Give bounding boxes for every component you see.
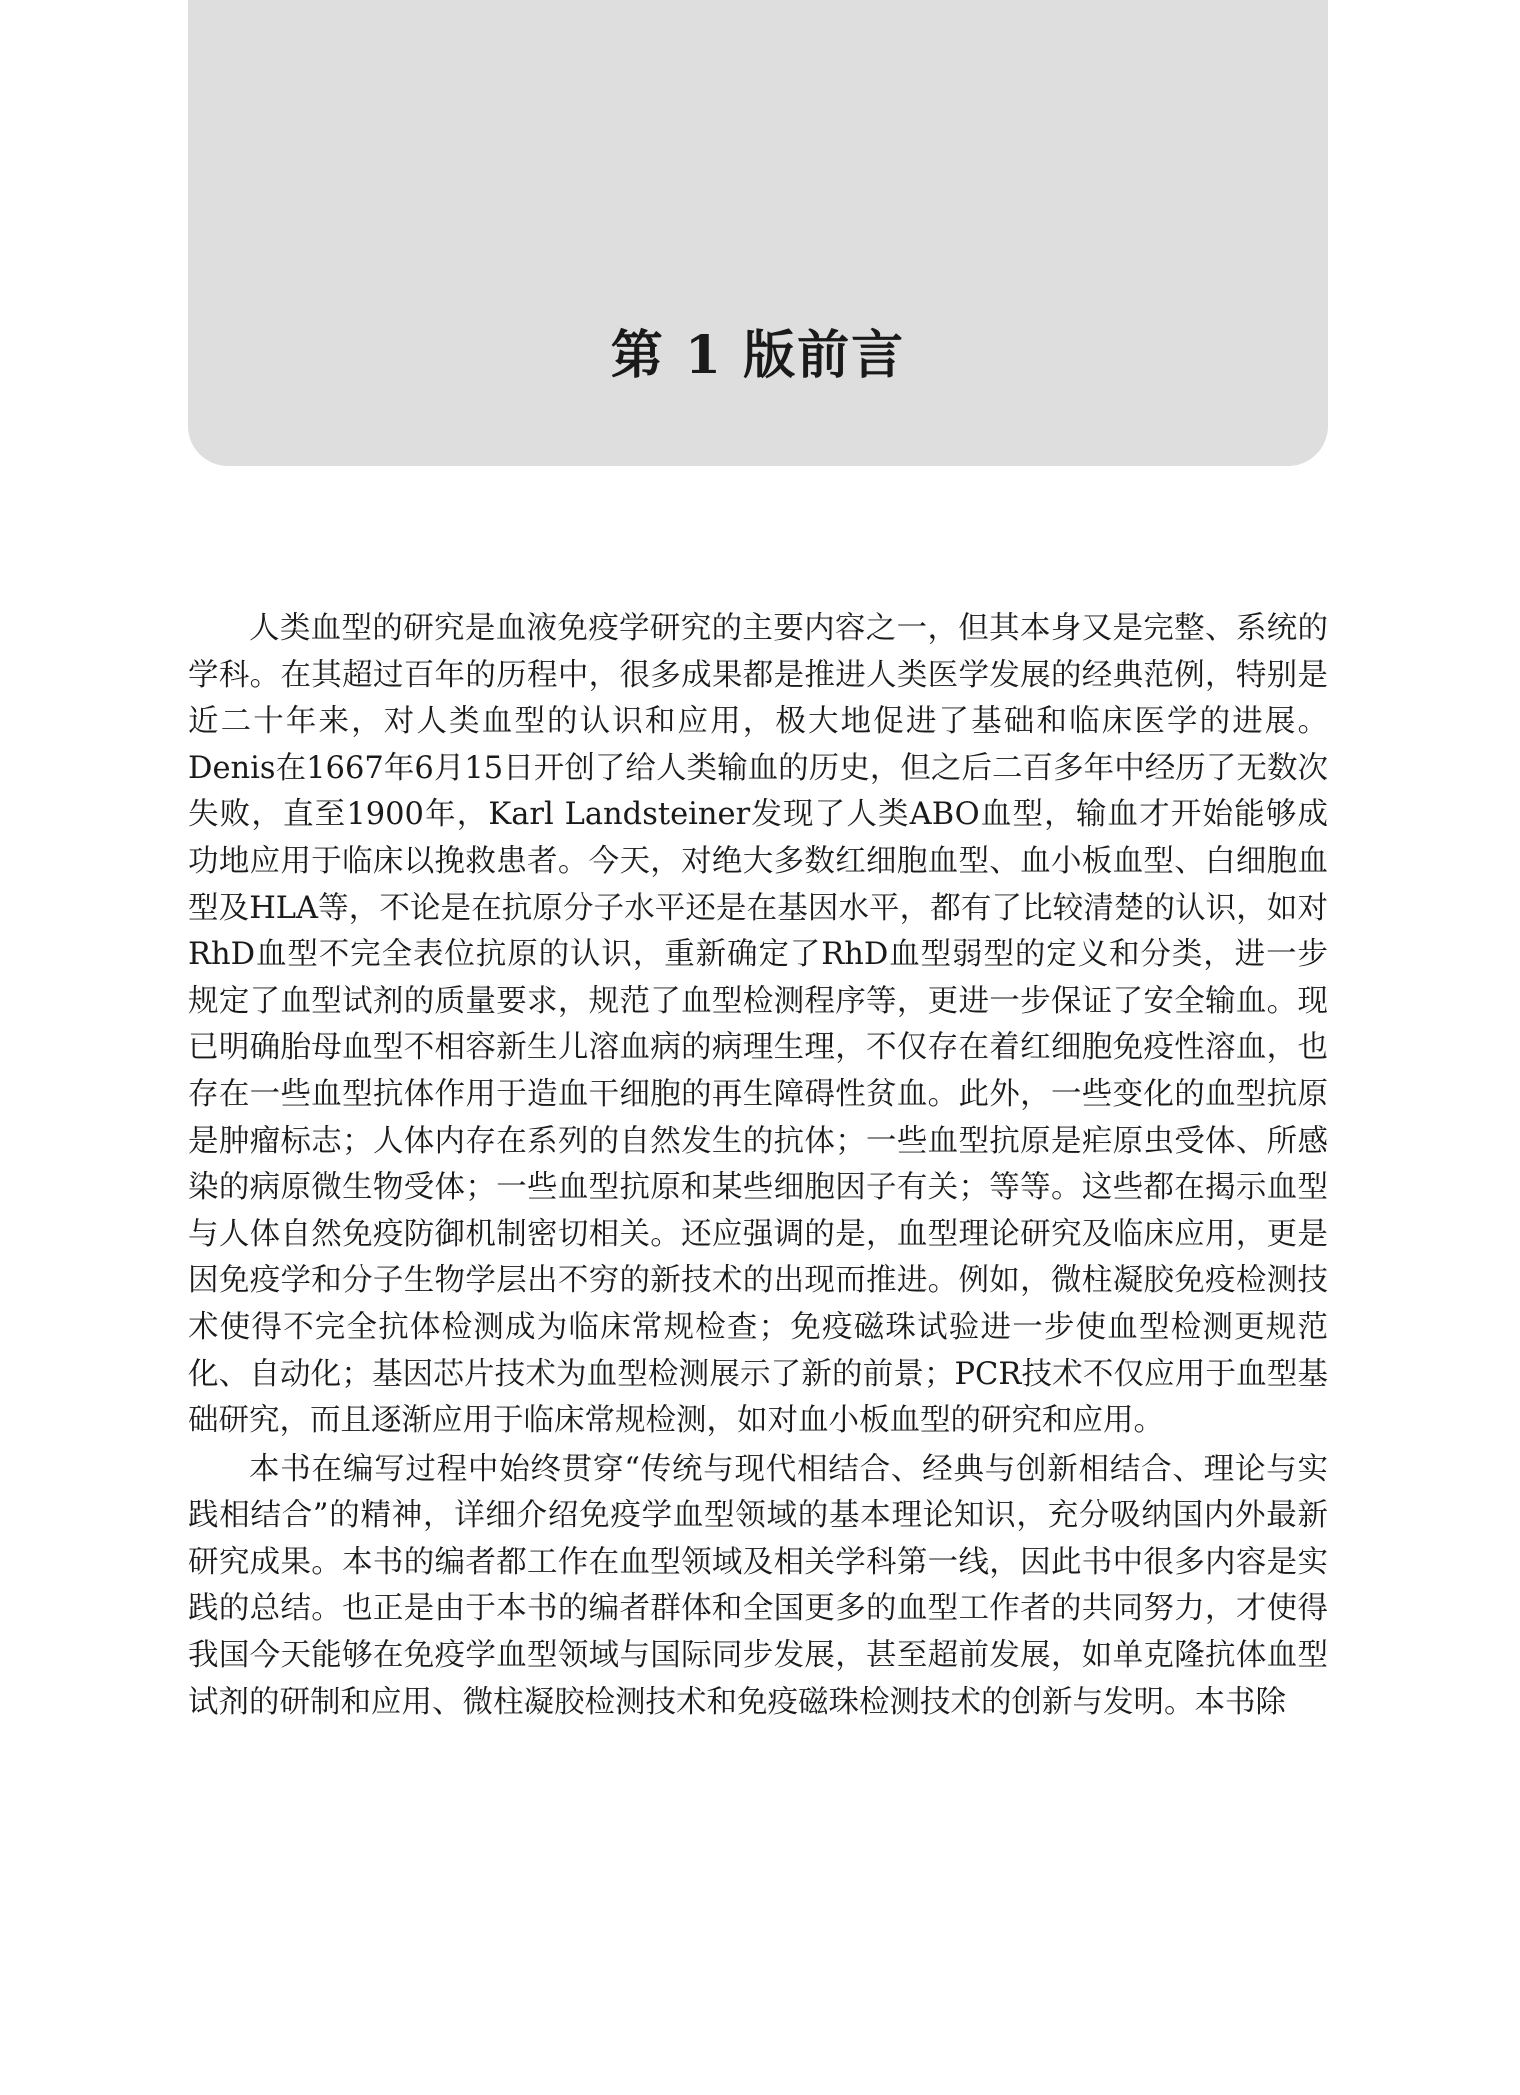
paragraph-2: 本书在编写过程中始终贯穿“传统与现代相结合、经典与创新相结合、理论与实践相结合”的精神，详细介绍免疫学血型领域的基本理论知识，充分吸纳国内外最新研究成果。本书的编者都工作在血型领域及相关学科第一线，因此书中很多内容是实践的总结。也正是由于本书的编者群体和全国更多的血型工作者的共同努力，才使得我国今天能够在免疫学血型领域与国际同步发展，甚至超前发展，如单克隆抗体血型试剂的研制和应用、微柱凝胶检测技术和免疫磁珠检测技术的创新与发明。本书除 — [188, 1451, 1328, 1720]
chapter-header-banner — [188, 0, 1328, 466]
paragraph-1: 人类血型的研究是血液免疫学研究的主要内容之一，但其本身又是完整、系统的学科。在其超过百年的历程中，很多成果都是推进人类医学发展的经典范例，特别是近二十年来，对人类血型的认识和应用，极大地促进了基础和临床医学的进展。Denis在1667年6月15日开创了给人类输血的历史，但之后二百多年中经历了无数次失败，直至1900年，Karl Landsteiner发现了人类ABO血型，输血才开始能够成功地应用于临床以挽救患者。今天，对绝大多数红细胞血型、血小板血型、白细胞血型及HLA等，不论是在抗原分子水平还是在基因水平，都有了比较清楚的认识，如对RhD血型不完全表位抗原的认识，重新确定了RhD血型弱型的定义和分类，进一步规定了血型试剂的质量要求，规范了血型检测程序等，更进一步保证了安全输血。现已明确胎母血型不相容新生儿溶血病的病理生理，不仅存在着红细胞免疫性溶血，也存在一些血型抗体作用于造血干细胞的再生障碍性贫血。此外，一些变化的血型抗原是肿瘤标志；人体内存在系列的自然发生的抗体；一些血型抗原是疟原虫受体、所感染的病原微生物受体；一些血型抗原和某些细胞因子有关；等等。这些都在揭示血型与人体自然免疫防御机制密切相关。还应强调的是，血型理论研究及临床应用，更是因免疫学和分子生物学层出不穷的新技术的出现而推进。例如，微柱凝胶免疫检测技术使得不完全抗体检测成为临床常规检查；免疫磁珠试验进一步使血型检测更规范化、自动化；基因芯片技术为血型检测展示了新的前景；PCR技术不仅应用于血型基础研究，而且逐渐应用于临床常规检测，如对血小板血型的研究和应用。 — [188, 611, 1328, 1439]
preface-body — [188, 606, 1328, 1726]
chapter-title: 第 1 版前言 — [610, 325, 906, 386]
